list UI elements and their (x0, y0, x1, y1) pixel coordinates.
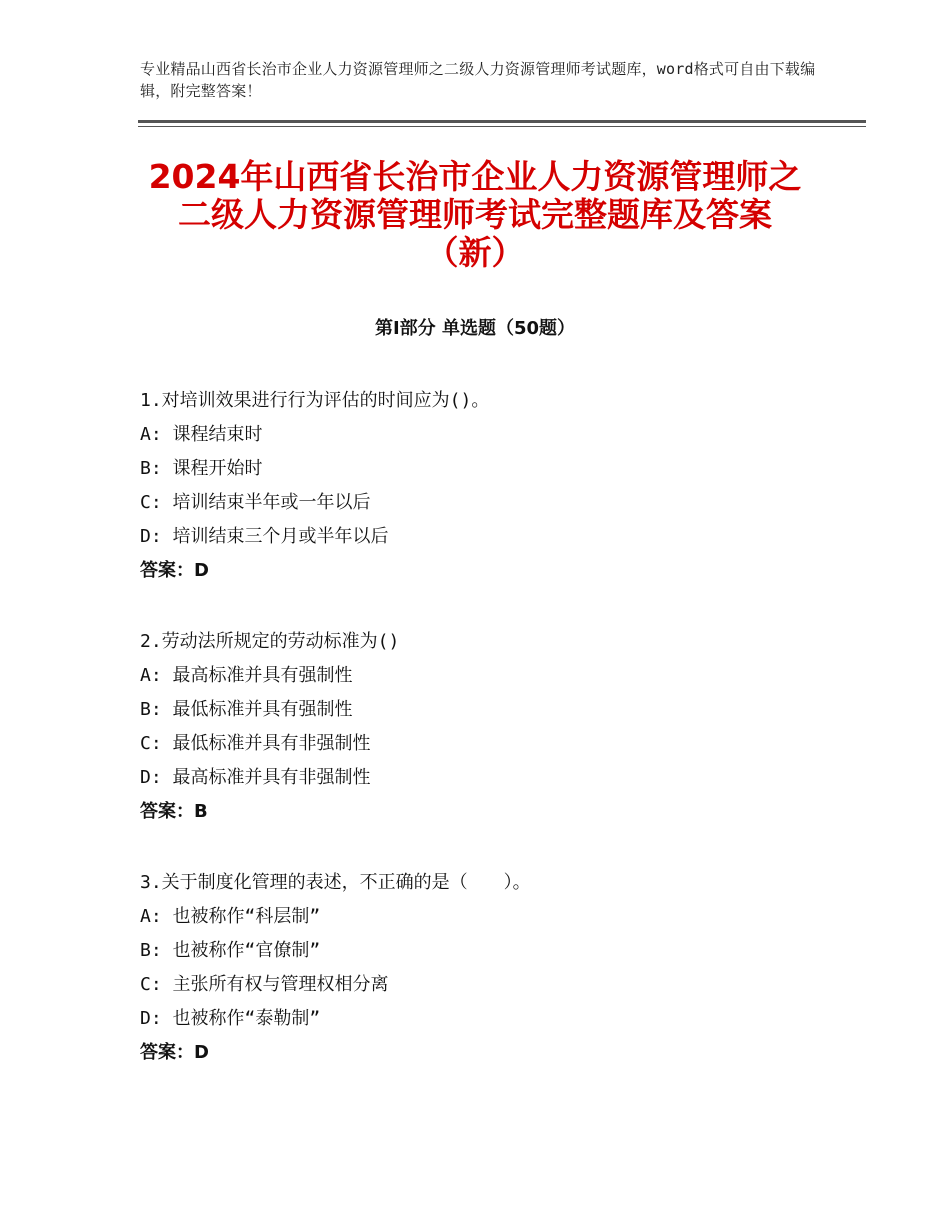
option-d: D: 培训结束三个月或半年以后 (140, 526, 389, 547)
question-stem: 3.关于制度化管理的表述，不正确的是（ ）。 (140, 872, 531, 893)
question-list (140, 384, 860, 1107)
title-line-1: 2024年山西省长治市企业人力资源管理师之 (148, 157, 802, 196)
title-line-3: （新） (425, 233, 525, 272)
option-b: B: 课程开始时 (140, 458, 263, 479)
document-title (100, 158, 850, 272)
header-rule-thick (138, 120, 866, 123)
option-d: D: 也被称作“泰勒制” (140, 1008, 321, 1029)
question-stem: 2.劳动法所规定的劳动标准为() (140, 631, 400, 652)
option-c: C: 培训结束半年或一年以后 (140, 492, 371, 513)
question-3 (140, 866, 860, 1070)
answer: 答案：B (140, 801, 208, 822)
answer: 答案：D (140, 560, 209, 581)
option-a: A: 课程结束时 (140, 424, 263, 445)
option-a: A: 也被称作“科层制” (140, 906, 321, 927)
question-1 (140, 384, 860, 588)
header-rule-thin (138, 126, 866, 127)
option-c: C: 最低标准并具有非强制性 (140, 733, 371, 754)
option-a: A: 最高标准并具有强制性 (140, 665, 353, 686)
title-line-2: 二级人力资源管理师考试完整题库及答案 (178, 195, 772, 234)
answer: 答案：D (140, 1042, 209, 1063)
section-heading: 第Ⅰ部分 单选题（50题） (374, 318, 575, 339)
question-2 (140, 625, 860, 829)
option-c: C: 主张所有权与管理权相分离 (140, 974, 389, 995)
option-d: D: 最高标准并具有非强制性 (140, 767, 371, 788)
header-note: 专业精品山西省长治市企业人力资源管理师之二级人力资源管理师考试题库，word格式可自由下载编辑，附完整答案！ (140, 60, 816, 100)
option-b: B: 也被称作“官僚制” (140, 940, 321, 961)
question-stem: 1.对培训效果进行行为评估的时间应为()。 (140, 390, 490, 411)
option-b: B: 最低标准并具有强制性 (140, 699, 353, 720)
